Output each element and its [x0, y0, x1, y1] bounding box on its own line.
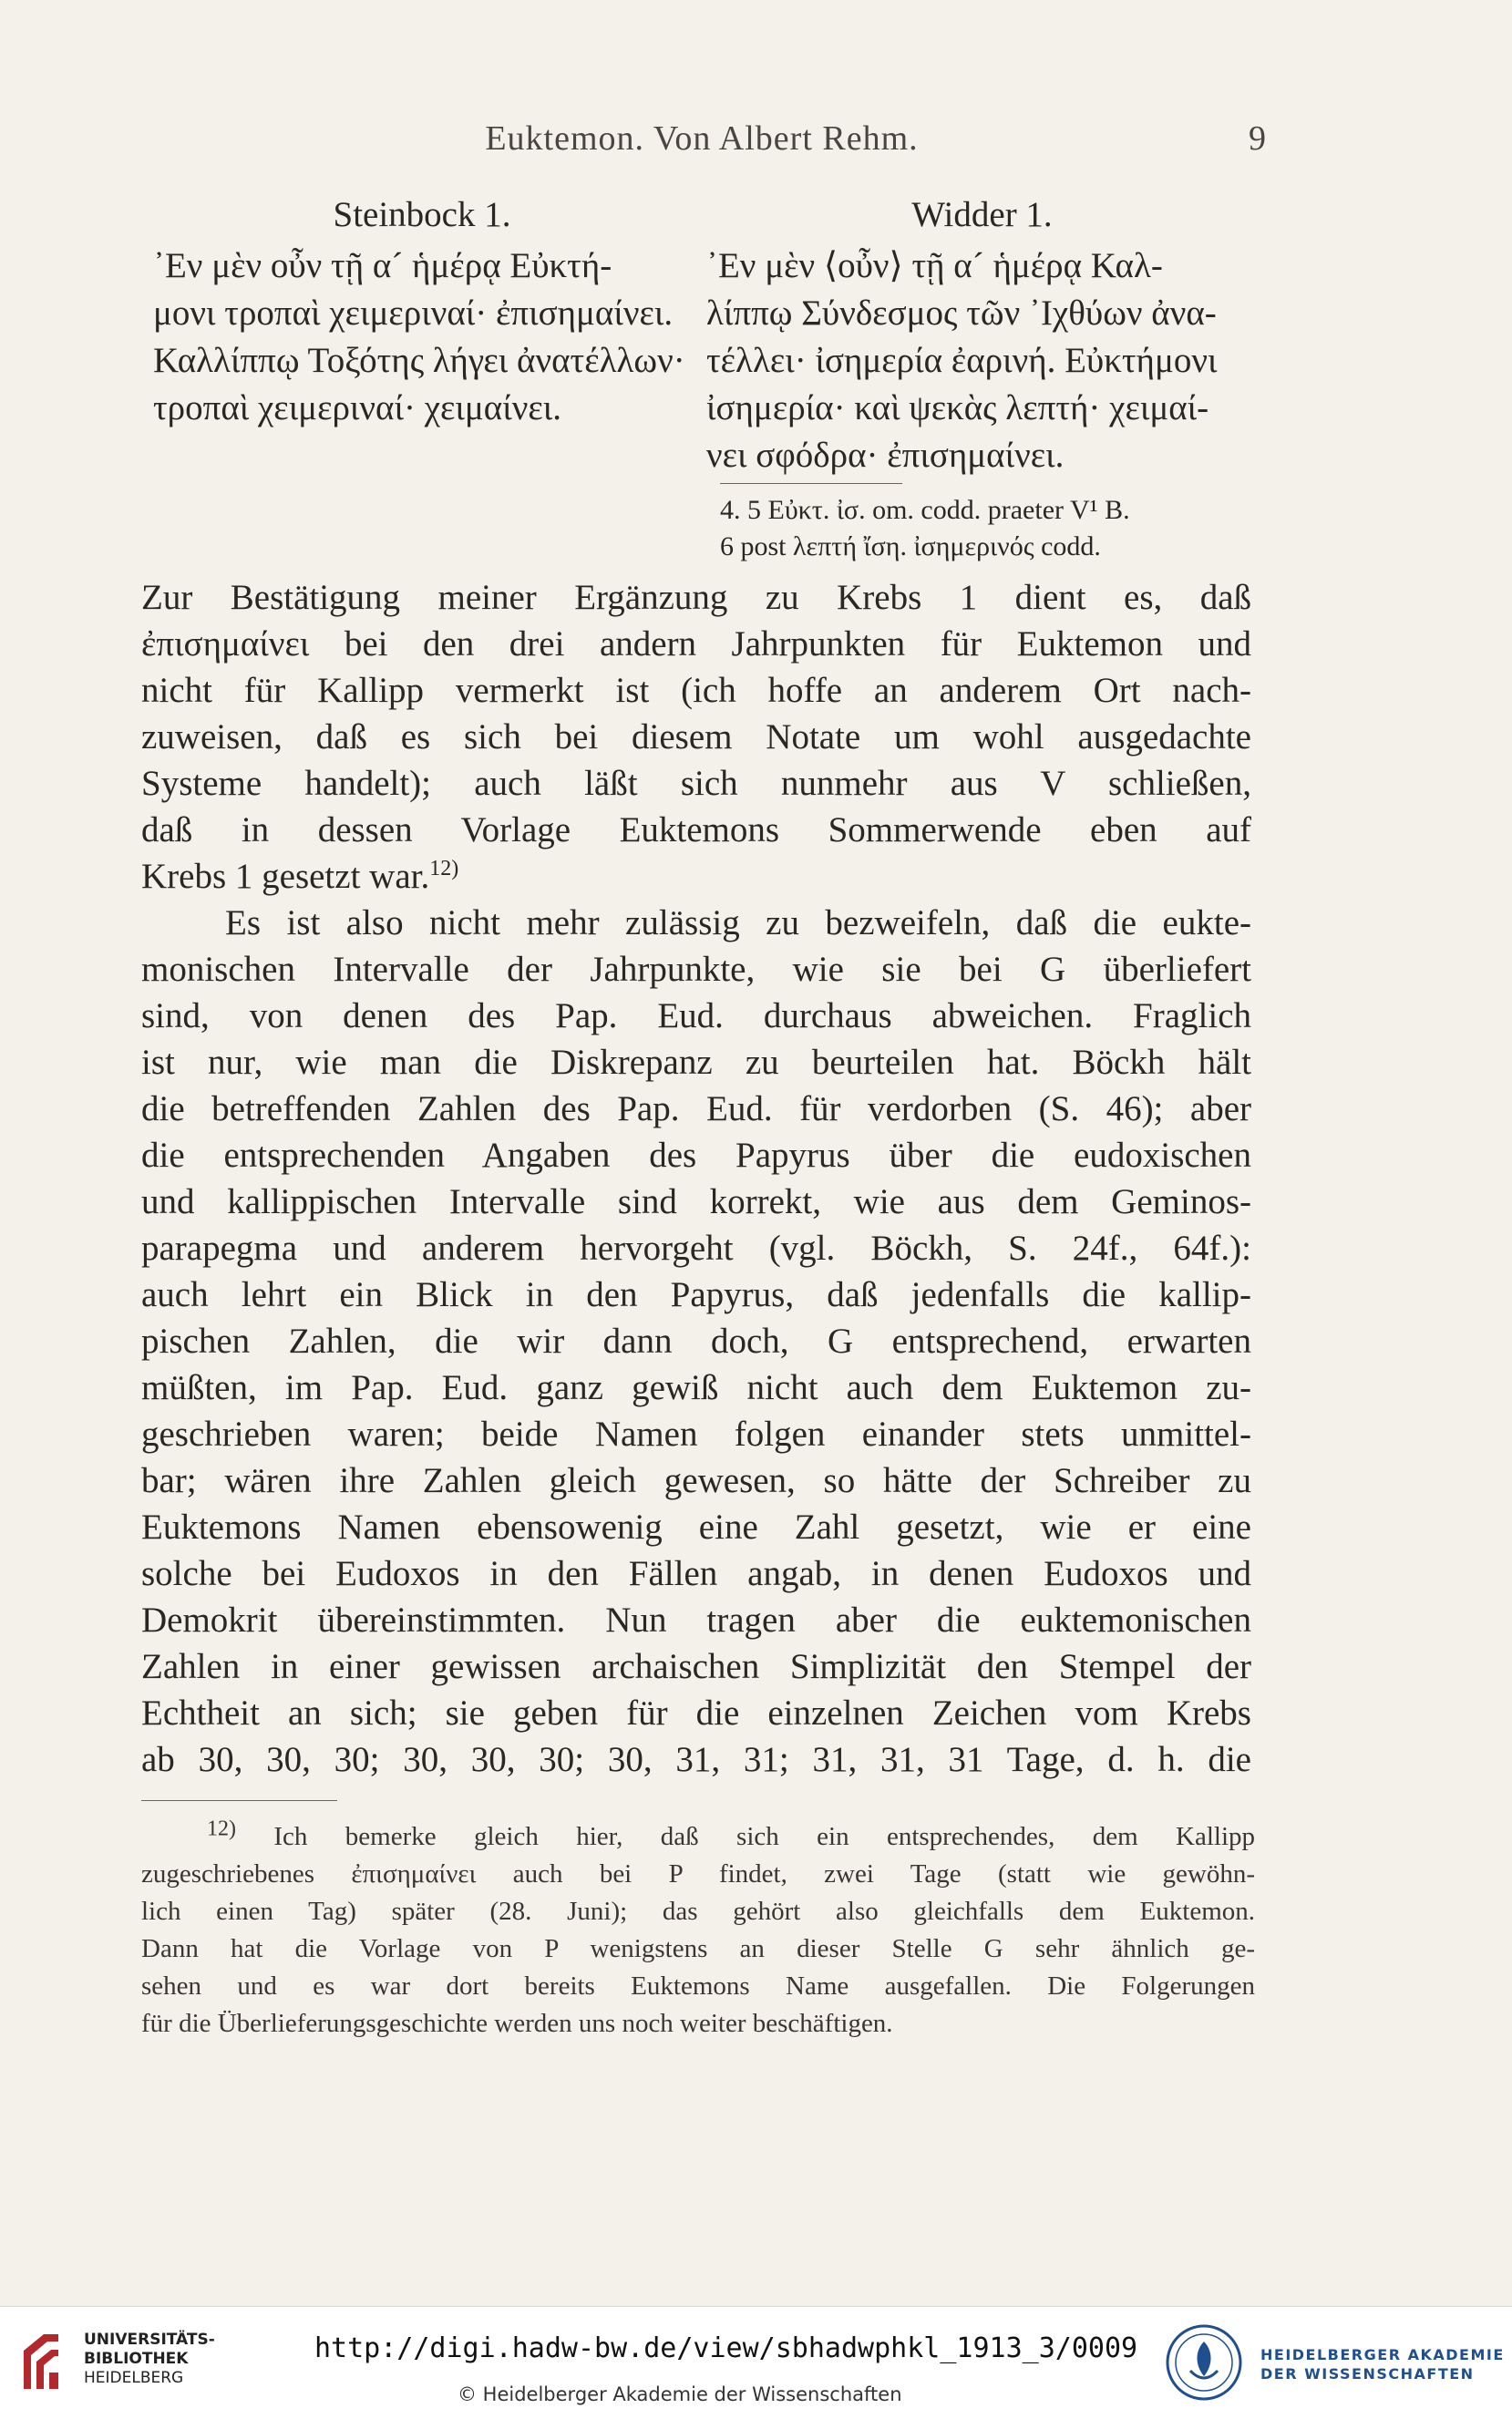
library-name-line: HEIDELBERG: [84, 2369, 184, 2387]
university-library-name: [84, 2331, 215, 2388]
body-line: Euktemons Namen ebensowenig eine Zahl gesetzt, wie er eine: [141, 1508, 1251, 1547]
left-greek-column: [153, 191, 691, 432]
body-line: [141, 853, 1251, 900]
body-line: parapegma und anderem hervorgeht (vgl. Böckh, S. 24f., 64f.):: [141, 1229, 1251, 1268]
greek-line: ᾿Εν μὲν οὖν τῇ α´ ἡμέρᾳ Εὐκτή-: [153, 246, 612, 285]
body-line: Demokrit übereinstimmten. Nun tragen aber die euktemonischen: [141, 1601, 1251, 1640]
greek-line: Καλλίππῳ Τοξότης λήγει ἀνατέλλων·: [153, 341, 685, 380]
footnote-rule: [141, 1800, 337, 1801]
body-line-text: Krebs 1 gesetzt war.: [141, 857, 430, 896]
footnote: [141, 1818, 1255, 2043]
page-number: 9: [1249, 119, 1266, 158]
footnote-line: Dann hat die Vorlage von P wenigstens an dieser Stelle G sehr ähnlich ge-: [141, 1934, 1255, 1963]
greek-text-left: [153, 242, 691, 432]
footnote-reference: 12): [429, 857, 459, 880]
body-line: Es ist also nicht mehr zulässig zu bezweifeln, daß die eukte-: [225, 903, 1251, 942]
greek-line: ᾿Εν μὲν ⟨οὖν⟩ τῇ α´ ἡμέρᾳ Καλ-: [706, 246, 1163, 285]
column-heading-steinbock: Steinbock 1.: [333, 195, 511, 234]
academy-name-line: HEIDELBERGER AKADEMIE: [1260, 2346, 1505, 2363]
body-line: auch lehrt ein Blick in den Papyrus, daß jedenfalls die kallip-: [141, 1275, 1251, 1314]
footnote-line: für die Überlieferungsgeschichte werden uns noch weiter beschäftigen.: [141, 2009, 893, 2038]
greek-line: μονι τροπαὶ χειμεριναί· ἐπισημαίνει.: [153, 293, 674, 333]
academy-seal-icon: [1165, 2323, 1243, 2402]
footnote-marker: 12): [207, 1817, 236, 1841]
permalink-url[interactable]: http://digi.hadw-bw.de/view/sbhadwphkl_1913_3/0009: [314, 2332, 1138, 2364]
body-line: nicht für Kallipp vermerkt ist (ich hoffe an anderem Ort nach-: [141, 671, 1251, 710]
body-line: pischen Zahlen, die wir dann doch, G entsprechend, erwarten: [141, 1322, 1251, 1361]
greek-line: νει σφόδρα· ἐπισημαίνει.: [706, 436, 1065, 475]
footnote-line: sehen und es war dort bereits Euktemons Name ausgefallen. Die Folgerungen: [141, 1971, 1255, 2001]
greek-line: λίππῳ Σύνδεσμος τῶν ᾿Ιχθύων ἀνα-: [706, 293, 1217, 333]
apparatus-rule: [720, 483, 902, 484]
body-line: die betreffenden Zahlen des Pap. Eud. für verdorben (S. 46); aber: [141, 1089, 1251, 1128]
greek-line: τροπαὶ χειμεριναί· χειμαίνει.: [153, 388, 561, 427]
library-name-line: BIBLIOTHEK: [84, 2350, 189, 2368]
footnote-line: lich einen Tag) später (28. Juni); das gehört also gleichfalls dem Euktemon.: [141, 1897, 1255, 1926]
body-line: Zahlen in einer gewissen archaischen Simplizität den Stempel der: [141, 1647, 1251, 1686]
body-line: die entsprechenden Angaben des Papyrus über die eudoxischen: [141, 1136, 1251, 1175]
body-line: und kallippischen Intervalle sind korrekt, wie aus dem Geminos-: [141, 1182, 1251, 1221]
viewer-footer: [0, 2306, 1512, 2419]
column-heading-widder: Widder 1.: [911, 195, 1053, 234]
body-line: Echtheit an sich; sie geben für die einzelnen Zeichen vom Krebs: [141, 1693, 1251, 1733]
footnote-line: zugeschriebenes ἐπισημαίνει auch bei P findet, zwei Tage (statt wie gewöhn-: [141, 1859, 1255, 1889]
body-line: bar; wären ihre Zahlen gleich gewesen, so hätte der Schreiber zu: [141, 1461, 1251, 1500]
body-line: sind, von denen des Pap. Eud. durchaus abweichen. Fraglich: [141, 996, 1251, 1035]
apparatus-note: 4. 5 Εὐκτ. ἰσ. om. codd. praeter V¹ B.: [720, 495, 1130, 525]
body-line: ab 30, 30, 30; 30, 30, 30; 30, 31, 31; 31, 31, 31 Tage, d. h. die: [141, 1740, 1251, 1779]
academy-name: [1260, 2345, 1505, 2383]
body-line: daß in dessen Vorlage Euktemons Sommerwende eben auf: [141, 810, 1251, 849]
footnote-line: [141, 1818, 1255, 1856]
greek-line: ἰσημερία· καὶ ψεκὰς λεπτή· χειμαί-: [706, 388, 1209, 427]
body-line: ist nur, wie man die Diskrepanz zu beurteilen hat. Böckh hält: [141, 1043, 1251, 1082]
copyright-notice: © Heidelberger Akademie der Wissenschaften: [458, 2383, 902, 2405]
library-name-line: UNIVERSITÄTS-: [84, 2331, 215, 2349]
body-line: Zur Bestätigung meiner Ergänzung zu Krebs 1 dient es, daß: [141, 578, 1251, 617]
right-greek-column: [706, 191, 1258, 479]
body-line: müßten, im Pap. Eud. ganz gewiß nicht auch dem Euktemon zu-: [141, 1368, 1251, 1407]
body-line: zuweisen, daß es sich bei diesem Notate um wohl ausgedachte: [141, 717, 1251, 757]
greek-text-right: [706, 242, 1258, 479]
body-line: Systeme handelt); auch läßt sich nunmehr aus V schließen,: [141, 764, 1251, 803]
body-line: monischen Intervalle der Jahrpunkte, wie sie bei G überliefert: [141, 950, 1251, 989]
greek-line: τέλλει· ἰσημερία ἐαρινή. Εὐκτήμονι: [706, 341, 1218, 380]
university-library-logo-icon: [16, 2325, 66, 2398]
running-head: Euktemon. Von Albert Rehm.: [485, 119, 919, 158]
footnote-line-text: Ich bemerke gleich hier, daß sich ein entsprechendes, dem Kallipp: [273, 1822, 1256, 1851]
body-text: [141, 574, 1251, 1783]
apparatus-note: 6 post λεπτή ἴση. ἰσημερινός codd.: [720, 531, 1101, 561]
body-line: solche bei Eudoxos in den Fällen angab, in denen Eudoxos und: [141, 1554, 1251, 1593]
body-line: ἐπισημαίνει bei den drei andern Jahrpunkten für Euktemon und: [141, 624, 1251, 664]
academy-name-line: DER WISSENSCHAFTEN: [1260, 2365, 1475, 2383]
body-line: geschrieben waren; beide Namen folgen einander stets unmittel-: [141, 1415, 1251, 1454]
